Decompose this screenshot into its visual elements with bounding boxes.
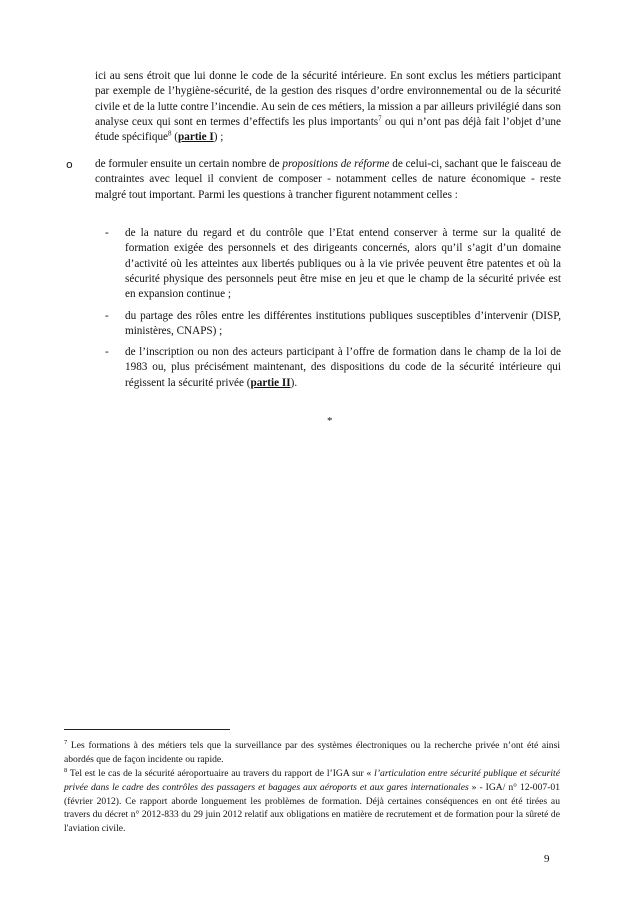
dash-bullet-icon: - <box>105 346 109 358</box>
footnote-8-text-after: » - IGA/ n° 12-007-01 (février 2012). Ce rapport aborde longuement les problèmes de formation. Déjà certaines conséquences en ont été tirées au travers du décret n° 2012-833 du 29 juin 2012 relatif aux obligations en matière de recrutement et de formation pour la sûreté de l'aviation civile. <box>64 781 560 835</box>
partie-i-link[interactable]: partie I <box>178 131 214 144</box>
intro-text-cont: ou qui n’ont pas déjà fait l’objet d’une étude spécifique <box>95 115 561 144</box>
intro-open-paren: ( <box>171 131 179 144</box>
intro-paragraph <box>95 69 561 145</box>
footnote-8-text: Tel est le cas de la sécurité aéroportuaire au travers du rapport de l’IGA sur « <box>67 768 372 779</box>
second-text-after: de celui-ci, sachant que le faisceau de contraintes avec lequel il convient de composer - notamment celles de nature économique - reste malgré tout important. Parmi les questions à trancher figurent notamment celles : <box>95 158 561 201</box>
subitem-1 <box>125 226 561 302</box>
subitem-2 <box>125 309 561 340</box>
footnote-8-italic: l’articulation entre sécurité publique et sécurité privée dans le cadre des contrôles des passagers et bagages aux aéroports et aux gares internationales <box>64 768 560 793</box>
subitem-2-text: du partage des rôles entre les différentes institutions publiques susceptibles d’intervenir (DISP, ministères, CNAPS) ; <box>125 310 561 338</box>
footnote-8-number: 8 <box>64 766 68 774</box>
subitem-1-text: de la nature du regard et du contrôle que l’Etat entend conserver à terme sur la qualité de formation exigée des personnels et des dirigeants concernés, alors qu’il s’agit d’un domaine d’activité où les atteintes aux libertés publiques ou à la vie privée peuvent être patentes et où la sécurité physique des personnels peut être mise en jeu et que le champ de la sécurité privée est en expansion continue ; <box>125 227 561 301</box>
section-separator: * <box>327 415 333 427</box>
dash-bullet-icon: - <box>105 227 109 239</box>
second-point-paragraph <box>95 157 561 203</box>
subitem-3 <box>125 345 561 391</box>
intro-text: ici au sens étroit que lui donne le code de la sécurité intérieure. En sont exclus les métiers participant par exemple de l’hygiène-sécurité, de la gestion des risques d’ordre environnemental ou de la sécurité civile et de la lutte contre l’incendie. Au sein de ces métiers, la mission a par ailleurs privilégié dans son analyse ceux qui sont en termes d’effectifs les plus importants <box>95 70 561 128</box>
dash-bullet-icon: - <box>105 310 109 322</box>
footnote-ref-8[interactable]: 8 <box>168 129 172 138</box>
second-text-italic: propositions de réforme <box>282 158 390 170</box>
page-number: 9 <box>544 853 550 865</box>
footnote-divider <box>64 729 230 730</box>
intro-close: ) ; <box>213 131 224 144</box>
footnote-7-text: Les formations à des métiers tels que la surveillance par des systèmes électroniques ou la recherche privée n’ont été ainsi abordés que de façon incidente ou rapide. <box>64 740 560 765</box>
second-text-before: de formuler ensuite un certain nombre de <box>95 158 283 170</box>
circle-bullet-icon: o <box>66 158 73 171</box>
footnote-7 <box>64 739 560 767</box>
subitem-3-after: ). <box>290 376 298 389</box>
subitem-3-text: de l’inscription ou non des acteurs participant à l’offre de formation dans le champ de la loi de 1983 ou, plus précisément maintenant, des dispositions du code de la sécurité intérieure qui régissent la sécurité privée ( <box>125 346 561 389</box>
footnote-7-number: 7 <box>64 738 68 746</box>
footnote-8 <box>64 767 560 836</box>
partie-ii-link[interactable]: partie II <box>250 376 291 389</box>
footnote-ref-7[interactable]: 7 <box>378 114 382 123</box>
